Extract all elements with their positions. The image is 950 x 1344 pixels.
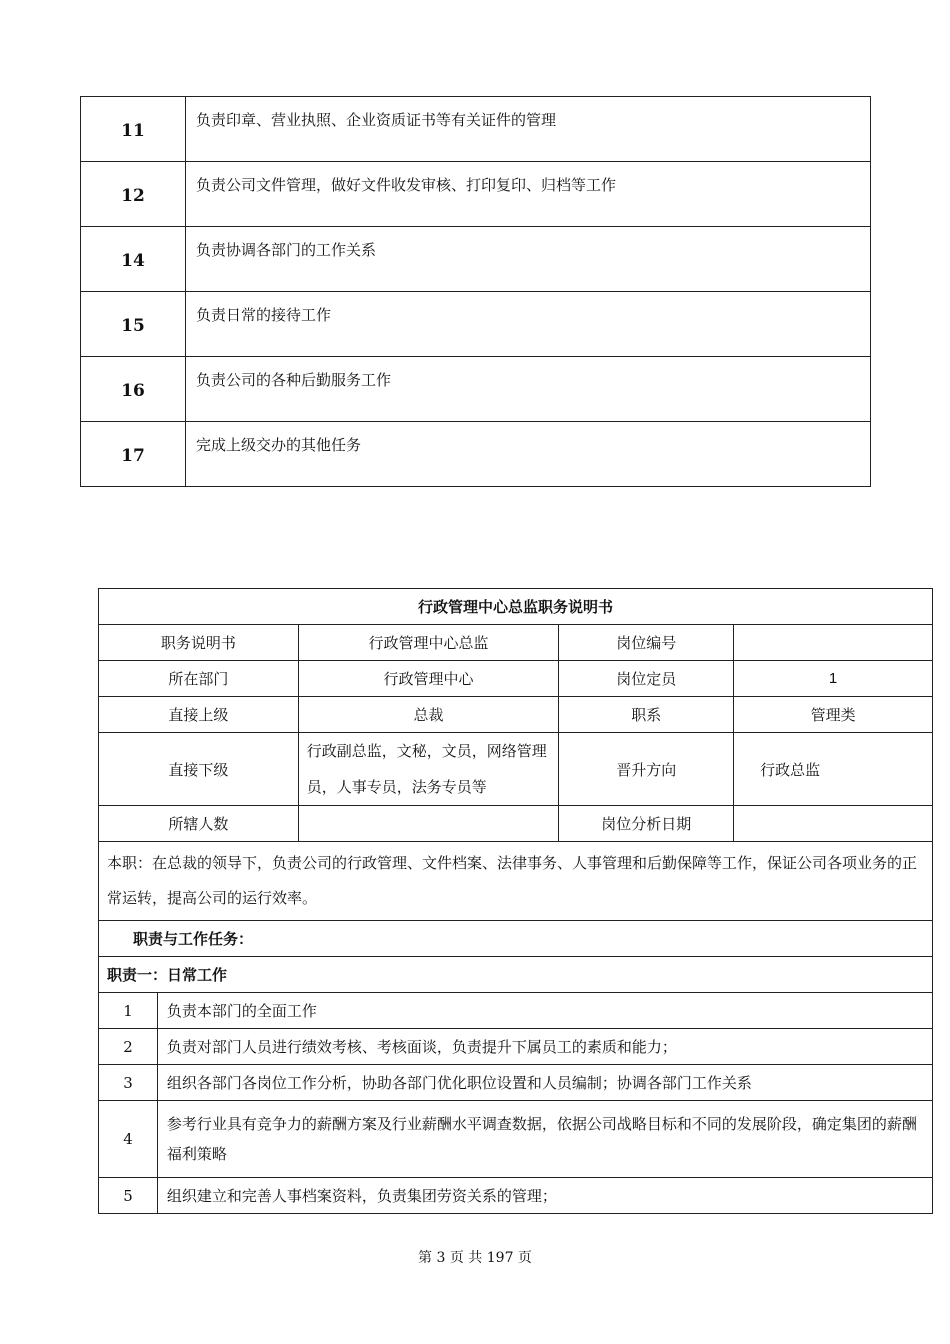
table-row xyxy=(81,162,871,227)
label-promotion: 晋升方向 xyxy=(559,733,734,806)
label-analysis-date: 岗位分析日期 xyxy=(559,806,734,842)
value-direct-subordinates: 行政副总监，文秘，文员，网络管理员，人事专员，法务专员等 xyxy=(298,733,559,806)
row-text: 负责协调各部门的工作关系 xyxy=(186,227,871,292)
task-number: 3 xyxy=(99,1065,158,1101)
label-direct-superior: 直接上级 xyxy=(99,697,299,733)
row-number: 11 xyxy=(81,97,186,162)
duty1-heading: 职责一：日常工作 xyxy=(99,957,933,993)
value-job-family: 管理类 xyxy=(734,697,933,733)
table-row xyxy=(81,97,871,162)
row-number: 15 xyxy=(81,292,186,357)
table-row xyxy=(81,227,871,292)
page-footer: 第 3 页 共 197 页 xyxy=(418,1250,532,1266)
value-headcount: 1 xyxy=(734,661,933,697)
task-number: 1 xyxy=(99,993,158,1029)
label-department: 所在部门 xyxy=(99,661,299,697)
task-row xyxy=(99,1178,933,1214)
job-description-table xyxy=(98,588,933,1214)
label-headcount: 岗位定员 xyxy=(559,661,734,697)
row-text: 负责公司的各种后勤服务工作 xyxy=(186,357,871,422)
label-position-code: 岗位编号 xyxy=(559,625,734,661)
value-position-code xyxy=(734,625,933,661)
tasks-heading: 职责与工作任务： xyxy=(99,921,933,957)
label-staff-count: 所辖人数 xyxy=(99,806,299,842)
task-row xyxy=(99,1101,933,1178)
table-row xyxy=(81,422,871,487)
row-number: 12 xyxy=(81,162,186,227)
task-text: 参考行业具有竞争力的薪酬方案及行业薪酬水平调查数据，依据公司战略目标和不同的发展阶段，确定集团的薪酬福利策略 xyxy=(157,1101,932,1178)
table-row xyxy=(81,292,871,357)
value-department: 行政管理中心 xyxy=(298,661,559,697)
responsibility-table-top xyxy=(80,96,871,487)
value-direct-superior: 总裁 xyxy=(298,697,559,733)
task-row xyxy=(99,1065,933,1101)
row-text: 负责印章、营业执照、企业资质证书等有关证件的管理 xyxy=(186,97,871,162)
task-row xyxy=(99,1029,933,1065)
label-job-doc: 职务说明书 xyxy=(99,625,299,661)
value-promotion: 行政总监 xyxy=(734,733,933,806)
row-text: 完成上级交办的其他任务 xyxy=(186,422,871,487)
duty-summary: 本职：在总裁的领导下，负责公司的行政管理、文件档案、法律事务、人事管理和后勤保障等工作，保证公司各项业务的正常运转，提高公司的运行效率。 xyxy=(99,842,933,921)
value-job-title: 行政管理中心总监 xyxy=(298,625,559,661)
value-staff-count xyxy=(298,806,559,842)
label-job-family: 职系 xyxy=(559,697,734,733)
label-direct-subordinates: 直接下级 xyxy=(99,733,299,806)
task-row xyxy=(99,993,933,1029)
value-analysis-date xyxy=(734,806,933,842)
task-number: 2 xyxy=(99,1029,158,1065)
table-row xyxy=(81,357,871,422)
row-number: 14 xyxy=(81,227,186,292)
task-text: 负责本部门的全面工作 xyxy=(157,993,932,1029)
row-number: 16 xyxy=(81,357,186,422)
task-number: 5 xyxy=(99,1178,158,1214)
task-number: 4 xyxy=(99,1101,158,1178)
task-text: 负责对部门人员进行绩效考核、考核面谈，负责提升下属员工的素质和能力； xyxy=(157,1029,932,1065)
task-text: 组织建立和完善人事档案资料，负责集团劳资关系的管理； xyxy=(157,1178,932,1214)
row-text: 负责公司文件管理，做好文件收发审核、打印复印、归档等工作 xyxy=(186,162,871,227)
task-text: 组织各部门各岗位工作分析，协助各部门优化职位设置和人员编制；协调各部门工作关系 xyxy=(157,1065,932,1101)
row-number: 17 xyxy=(81,422,186,487)
row-text: 负责日常的接待工作 xyxy=(186,292,871,357)
table-title: 行政管理中心总监职务说明书 xyxy=(99,589,933,625)
